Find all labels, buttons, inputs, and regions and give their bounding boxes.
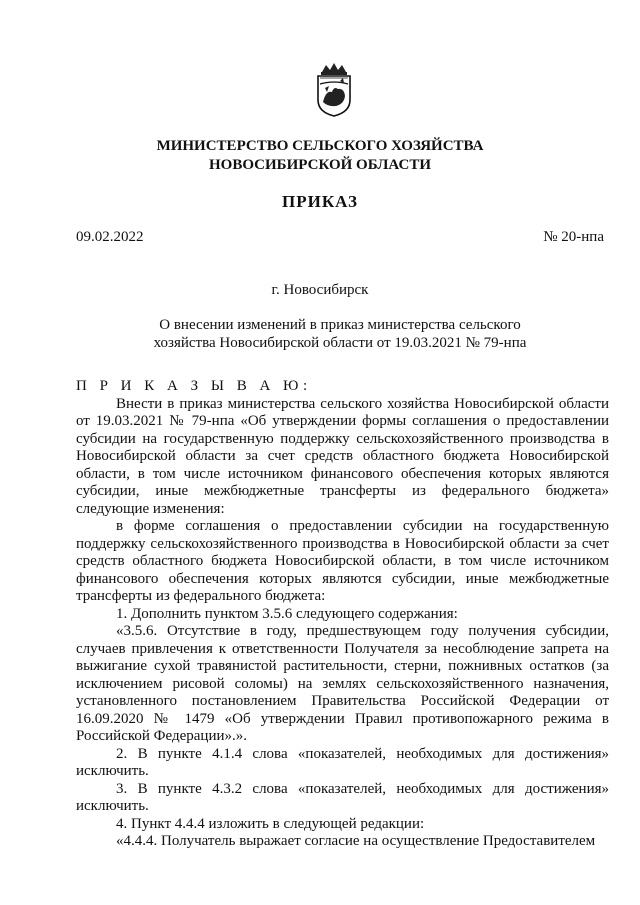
coat-of-arms-icon	[314, 62, 354, 117]
order-word: П Р И К А З Ы В А Ю:	[76, 378, 312, 394]
ministry-line-1: МИНИСТЕРСТВО СЕЛЬСКОГО ХОЗЯЙСТВА	[156, 138, 484, 154]
subject-line-1: О внесении изменений в приказ министерства сельского	[159, 317, 521, 333]
paragraph-7: 4. Пункт 4.4.4 изложить в следующей редакции:	[116, 815, 425, 832]
ministry-line-2: НОВОСИБИРСКОЙ ОБЛАСТИ	[208, 157, 432, 173]
document-type: ПРИКАЗ	[282, 192, 358, 211]
city: г. Новосибирск	[271, 282, 369, 298]
order-body	[76, 378, 609, 851]
paragraph-2: в форме соглашения о предоставлении субсидии на государственную поддержку сельскохозяйственного производства в Новосибирской области за счет средств областного бюджета Новосибирской области, в том числе источником финансового обеспечения которых являются субсидии, иные межбюджетные трансферты из федерального бюджета:	[76, 518, 609, 604]
ministry-name	[0, 137, 640, 175]
paragraph-3: 1. Дополнить пунктом 3.5.6 следующего содержания:	[116, 605, 458, 622]
order-date: 09.02.2022	[76, 229, 144, 245]
paragraph-8: «4.4.4. Получатель выражает согласие на осуществление Предоставителем	[116, 833, 596, 849]
subject-line-2: хозяйства Новосибирской области от 19.03.2021 № 79-нпа	[153, 335, 527, 351]
order-number: № 20-нпа	[543, 229, 604, 245]
paragraph-1: Внести в приказ министерства сельского хозяйства Новосибирской области от 19.03.2021 № 79-нпа «Об утверждении формы соглашения о предоставлении субсидии на государственную поддержку сельскохозяйственного производства в Новосибирской области за счет средств областного бюджета Новосибирской области, в том числе источником финансового обеспечения которых являются субсидии, иные межбюджетные трансферты из федерального бюджета» следующие изменения:	[76, 395, 609, 517]
paragraph-5: 2. В пункте 4.1.4 слова «показателей, необходимых для достижения» исключить.	[76, 745, 609, 779]
paragraph-6: 3. В пункте 4.3.2 слова «показателей, необходимых для достижения» исключить.	[76, 780, 609, 814]
paragraph-4: «3.5.6. Отсутствие в году, предшествующем году получения субсидии, случаев привлечения к ответственности Получателя за несоблюдение запрета на выжигание сухой травянистой растительности, стерни, пожнивных остатков (за исключением рисовой соломы) на землях сельскохозяйственного назначения, установленного постановлением Правительства Российской Федерации от 16.09.2020 № 1479 «Об утверждении Правил противопожарного режима в Российской Федерации».».	[76, 623, 609, 744]
order-subject	[130, 316, 550, 352]
